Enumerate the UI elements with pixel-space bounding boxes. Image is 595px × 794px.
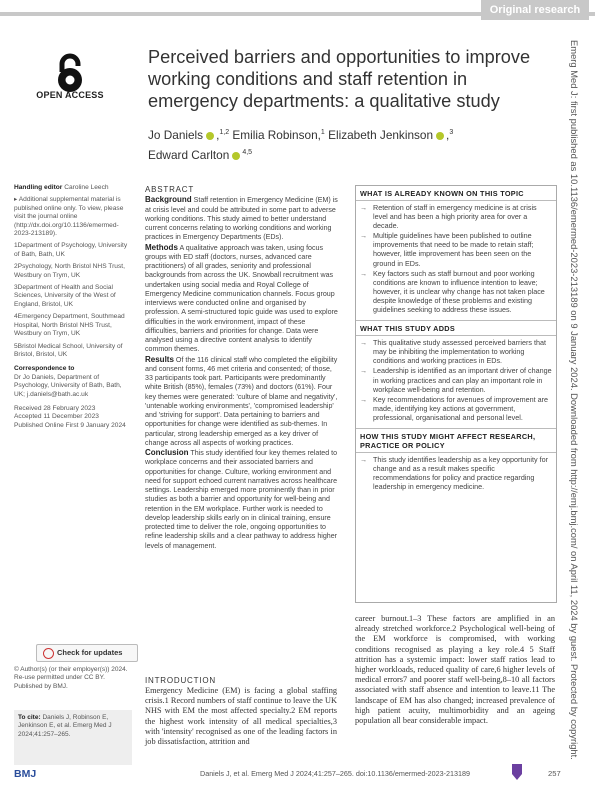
check-for-updates-label: Check for updates: [57, 648, 123, 657]
author-name[interactable]: Edward Carlton: [148, 147, 230, 162]
page-number: 257: [548, 769, 561, 778]
list-item: → Multiple guidelines have been published to outline improvements that need to be made to retain staff; however, little improvement has been seen on the ground in EDs.: [360, 231, 552, 267]
author-affiliation: 4,5: [242, 148, 253, 156]
results-label: Results: [145, 354, 174, 364]
article-title: Perceived barriers and opportunities to improve working conditions and staff retention in emergency departments: a qualitative study: [148, 47, 531, 111]
adds-list: [356, 338, 556, 422]
shield-icon: [510, 762, 524, 782]
handling-editor-label: Handling editor: [14, 184, 63, 191]
list-item: → Leadership is identified as an important driver of change in working practices and can play an important role in workplace well-being and retention.: [360, 366, 552, 393]
methods-text: A qualitative approach was taken, using focus groups with ED staff (doctors, nurses, advanced care practitioners) of all grades, seniority and professional backgrounds from across the UK. Snowball recruitment was undertaken using social media and Royal College of Emergency Medicine communication channels. Focus group interviews were conducted online and organised by profession. A semi-structured topic guide was used to explore difficulties in the work environment, impact of these difficulties, barriers and priorities for change. Data were analysed using a directive content analysis to identify common themes.: [145, 243, 338, 354]
download-notice-text[interactable]: Emerg Med J: first published as 10.1136/emermed-2023-213189 on 9 January 2024. Downloaded from http://emj.bmj.com/ on April 11, 2024 by guest. Protected by copyright.: [569, 40, 580, 760]
results-text: Of the 116 clinical staff who completed the eligibility and consent forms, 46 met criteria and consented; of those, 33 participants took part. Participants were predominantly white British (85%), females (73%) and doctors (61%). Four key themes were generated: 'culture of blame and negativity', 'untenable working environments', 'compromised leadership' and 'striving for support'. Data pertaining to barriers and opportunities for change were identified as sub-themes. In particular, strong leadership emerged as a key driver of change across all aspects of working practices.: [145, 355, 338, 447]
affiliation: 2Psychology, North Bristol NHS Trust, Westbury on Trym, UK: [14, 263, 125, 279]
handling-editor-name: Caroline Leech: [64, 184, 109, 191]
abstract: [145, 185, 340, 551]
author-affiliation: 3: [449, 129, 454, 136]
adds-heading: WHAT THIS STUDY ADDS: [356, 320, 556, 336]
introduction-continued: career burnout.1–3 These factors are amplified in an already stretched workforce.2 Psychological well-being of the EM workforce is compromised, with working conditions recognised as playing a key role.4 5 Staff attrition has a systemic impact: lower staff ratios lead to higher workloads, reduced quality of care,6 higher levels of medical errors7 and poorer staff well-being,8–10 all factors associated with staff absence and intention to leave.11 The landscape of EM has also changed; increased prevalence of high patient acuity, multimorbidity and an ageing population all bear considerable impact.: [355, 614, 555, 726]
list-item: → This study identifies leadership as a key opportunity for change and as a result makes specific recommendations for policy and practice regarding leadership in emergency medicine.: [360, 455, 552, 491]
list-item: → Retention of staff in emergency medicine is at crisis level and has been a high priority area for over a decade.: [360, 203, 552, 230]
download-notice: [568, 40, 582, 785]
orcid-icon[interactable]: [206, 132, 214, 140]
affiliation: 5Bristol Medical School, University of Bristol, Bristol, UK: [14, 342, 123, 358]
author-affiliation: 1: [320, 129, 325, 136]
correspondence-label: Correspondence to: [14, 365, 75, 373]
supplemental-note[interactable]: ▸ Additional supplemental material is published online only. To view, please visit the journal online (http://dx.doi.org/10.1136/emermed-2023-213189).: [14, 196, 124, 238]
cite-text: Daniels J, Robinson E, Jenkinson E, et al. Emerg Med J 2024;41:257–265.: [18, 714, 112, 738]
background-label: Background: [145, 195, 192, 205]
list-item: → Key factors such as staff burnout and poor working conditions are known to influence intention to leave; however, it is unclear why change has not taken place despite knowledge of these problems and existing guidelines seeking to address these issues.: [360, 269, 552, 314]
section-label: Original research: [481, 0, 589, 20]
introduction-text: Emergency Medicine (EM) is facing a global staffing crisis.1 Record numbers of staff continue to leave the UK NHS with EM the most affected specialty.2 EM reports the highest work intensity of all medical specialties,3 with 'intensity' recognised as one of the leading factors in job dissatisfaction, attrition and: [145, 686, 337, 747]
footer: [0, 762, 595, 790]
accepted-date: Accepted 11 December 2023: [14, 413, 99, 421]
correspondence-text[interactable]: Dr Jo Daniels, Department of Psychology, University of Bath, Bath, UK; j.daniels@bath.ac.uk: [14, 373, 122, 398]
author-affiliation: 1,2: [219, 129, 230, 136]
methods-label: Methods: [145, 242, 178, 252]
author-name[interactable]: Jo Daniels: [148, 127, 204, 142]
introduction-heading: INTRODUCTION: [145, 676, 216, 685]
affiliation: 1Department of Psychology, University of Bath, Bath, UK: [14, 242, 128, 258]
background-text: Staff retention in Emergency Medicine (EM) is at crisis level and could be attributed in some part to adverse working conditions. This study aimed to better understand current concerns relating to working conditions and working practices in Emergency Departments (EDs).: [145, 196, 338, 242]
published-date: Published Online First 9 January 2024: [14, 421, 126, 429]
check-for-updates-button[interactable]: [36, 644, 138, 662]
open-access-label: OPEN ACCESS: [36, 90, 104, 100]
cite-box: [14, 710, 132, 765]
affiliation: 3Department of Health and Social Sciences, University of the West of England, Bristol, UK: [14, 284, 116, 308]
conclusion-label: Conclusion: [145, 448, 189, 457]
author-list: Jo Daniels ,$^{1,2}$ Emilia Robinson,$^1$ Elizabeth Jenkinson ,$^3$ Edward Carlton $^{4,5}$: [148, 127, 454, 162]
open-access-icon: [40, 50, 100, 120]
abstract-heading: ABSTRACT: [145, 185, 195, 194]
license-text: © Author(s) (or their employer(s)) 2024. Re-use permitted under CC BY. Published by BMJ.: [14, 666, 128, 690]
known-heading: WHAT IS ALREADY KNOWN ON THIS TOPIC: [356, 186, 556, 201]
key-messages-box: [355, 185, 557, 603]
affect-heading: HOW THIS STUDY MIGHT AFFECT RESEARCH, PRACTICE OR POLICY: [356, 428, 556, 453]
known-list: [356, 203, 556, 314]
footer-citation: Daniels J, et al. Emerg Med J 2024;41:257–265. doi:10.1136/emermed-2023-213189: [200, 769, 470, 778]
bmj-logo[interactable]: BMJ: [14, 768, 37, 780]
author-name[interactable]: Elizabeth Jenkinson: [328, 127, 434, 142]
affiliation: 4Emergency Department, Southmead Hospital, North Bristol NHS Trust, Westbury on Trym, UK: [14, 313, 125, 338]
orcid-icon[interactable]: [232, 152, 240, 160]
list-item: → This qualitative study assessed perceived barriers that may be inhibiting the implementation to working conditions and working practices in EDs.: [360, 338, 552, 365]
conclusion-text: This study identified four key themes related to workplace concerns and their associated barriers and opportunities for change. Culture, working environment and need for support echoed current narratives across healthcare settings. Leadership emerged more prominently than in prior studies as both a barrier and opportunity for well-being and retention in the EM workplace. Further work is needed to develop leadership skills early on in clinical training, ensure protected time to deliver the role, ongoing opportunities to refine leadership skills and a clear pathway to address higher levels of management.: [145, 449, 338, 550]
received-date: Received 28 February 2023: [14, 404, 96, 412]
orcid-icon[interactable]: [436, 132, 444, 140]
update-icon: [43, 648, 54, 659]
list-item: → Key recommendations for avenues of improvement are made, identifying key actions at government, professional, organisational and personal level.: [360, 395, 552, 422]
author-name[interactable]: Emilia Robinson: [232, 127, 318, 142]
sidebar-info: [14, 184, 132, 434]
top-bar: [0, 0, 595, 20]
cite-label: To cite:: [18, 714, 41, 721]
affect-list: [356, 455, 556, 491]
